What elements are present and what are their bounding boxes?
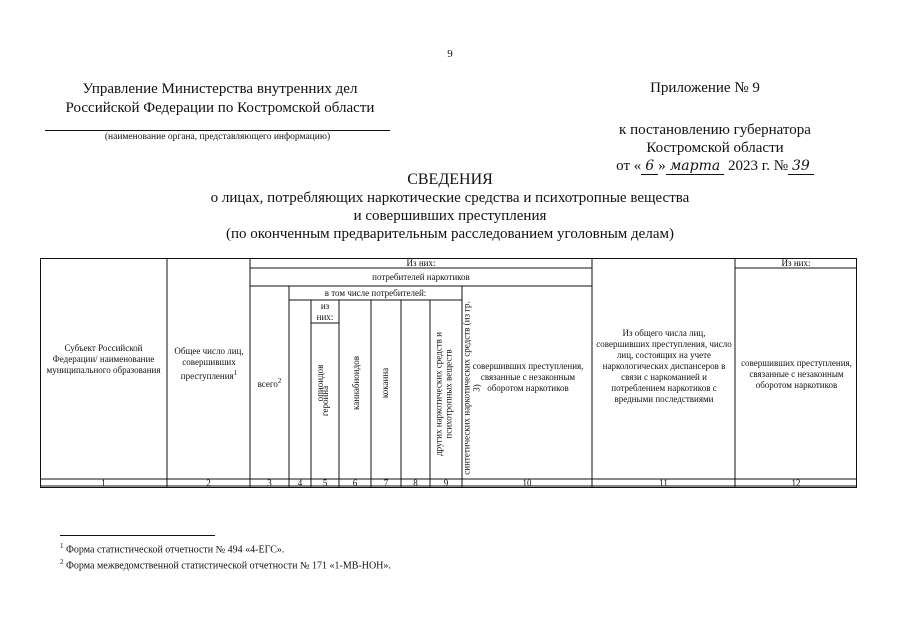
col-header-other-drugs: других наркотических средств и психотропных веществ bbox=[433, 332, 454, 456]
col-header-opioids: опиоидов bbox=[315, 364, 325, 402]
col-header-cocaine: кокаина bbox=[380, 367, 390, 399]
col-number-3: 3 bbox=[267, 478, 272, 488]
col-number-8: 8 bbox=[413, 478, 418, 488]
footnote-2 bbox=[60, 556, 560, 572]
footnote-divider bbox=[60, 535, 215, 536]
col-header-vsego bbox=[250, 376, 289, 390]
issuer-line-1: Управление Министерства внутренних дел bbox=[82, 81, 358, 97]
col-number-1: 1 bbox=[101, 478, 106, 488]
iz-nih-small-2: них: bbox=[316, 312, 334, 322]
heading-line-3: (по оконченным предварительным расследованием уголовным делам) bbox=[226, 226, 674, 242]
col-header-heroin: героина bbox=[320, 385, 330, 417]
col-number-5: 5 bbox=[322, 478, 328, 488]
issuer-caption: (наименование органа, представляющего информацию) bbox=[104, 132, 331, 142]
issuer-line-2: Российской Федерации по Костромской области bbox=[65, 100, 375, 116]
col-header-cannabinoids: каннабиоидов bbox=[351, 356, 361, 410]
col-number-10: 10 bbox=[522, 478, 532, 488]
header-iz-nih-small bbox=[311, 301, 339, 323]
col-number-9: 9 bbox=[443, 478, 449, 488]
col-number-7: 7 bbox=[383, 478, 389, 488]
col-number-11: 11 bbox=[659, 478, 668, 488]
col-header-crimes-drug-trafficking: совершивших преступления, связанные с незаконным оборотом наркотиков bbox=[472, 361, 584, 393]
decree-day: 6 bbox=[641, 158, 658, 175]
col-header-total-persons-text: Общее число лиц, совершивших преступления bbox=[174, 346, 244, 381]
footnote-2-text: Форма межведомственной статистической отчетности № 171 «1-МВ-НОН». bbox=[66, 560, 391, 572]
report-table bbox=[40, 258, 857, 488]
col-header-registered-narcology: Из общего числа лиц, совершивших преступления, число лиц, состоящих на учете наркологических диспансеров в связи с наркоманией и потреблением наркотиков с вредными последствиями bbox=[596, 328, 732, 404]
footnote-2-mark: 2 bbox=[60, 558, 64, 567]
iz-nih-small-1: из bbox=[320, 301, 330, 311]
footnote-ref-1: 1 bbox=[233, 369, 238, 377]
col-number-6: 6 bbox=[352, 478, 358, 488]
col-number-2: 2 bbox=[206, 478, 211, 488]
header-iz-nih-right: Из них: bbox=[781, 258, 811, 268]
col-number-12: 12 bbox=[791, 478, 801, 488]
decree-line-1: к постановлению губернатора bbox=[619, 122, 811, 138]
col-header-total-persons bbox=[170, 346, 248, 382]
header-consumers: потребителей наркотиков bbox=[372, 272, 470, 282]
decree-number: 39 bbox=[788, 158, 814, 175]
header-incl-consumers: в том числе потребителей: bbox=[324, 288, 427, 298]
decree-line-2: Костромской области bbox=[646, 140, 784, 156]
heading-line-2: и совершивших преступления bbox=[353, 208, 547, 224]
footnote-1-text: Форма статистической отчетности № 494 «4-ЕГС». bbox=[66, 544, 285, 556]
heading-line-1: о лицах, потребляющих наркотические средства и психотропные вещества bbox=[210, 190, 690, 206]
col-number-4: 4 bbox=[297, 478, 303, 488]
col-header-synthetic: синтетических наркотических средств (из гр. 3) bbox=[461, 301, 482, 475]
footnotes bbox=[60, 540, 560, 573]
decree-year: 2023 г. № bbox=[727, 158, 789, 174]
col-header-vsego-text: всего bbox=[257, 379, 278, 389]
date-mid: » bbox=[658, 158, 666, 174]
footnote-1 bbox=[60, 540, 560, 556]
page-number: 9 bbox=[447, 48, 453, 60]
col-header-subject: Субъект Российской Федерации/ наименование муниципального образования bbox=[46, 343, 161, 375]
header-iz-nih: Из них: bbox=[406, 258, 436, 268]
document-heading bbox=[150, 171, 750, 243]
col-header-crimes-drug-trafficking-right: совершивших преступления, связанные с незаконным оборотом наркотиков bbox=[741, 358, 852, 390]
footnote-ref-2: 2 bbox=[277, 377, 282, 385]
footnote-1-mark: 1 bbox=[60, 542, 64, 550]
heading-title: СВЕДЕНИЯ bbox=[407, 171, 493, 188]
date-prefix: от « bbox=[616, 158, 642, 174]
appendix-title: Приложение № 9 bbox=[650, 80, 760, 96]
decree-reference bbox=[570, 121, 860, 175]
issuer-signature-line bbox=[45, 130, 390, 131]
issuer-block bbox=[40, 80, 400, 118]
decree-month: марта bbox=[666, 158, 725, 175]
